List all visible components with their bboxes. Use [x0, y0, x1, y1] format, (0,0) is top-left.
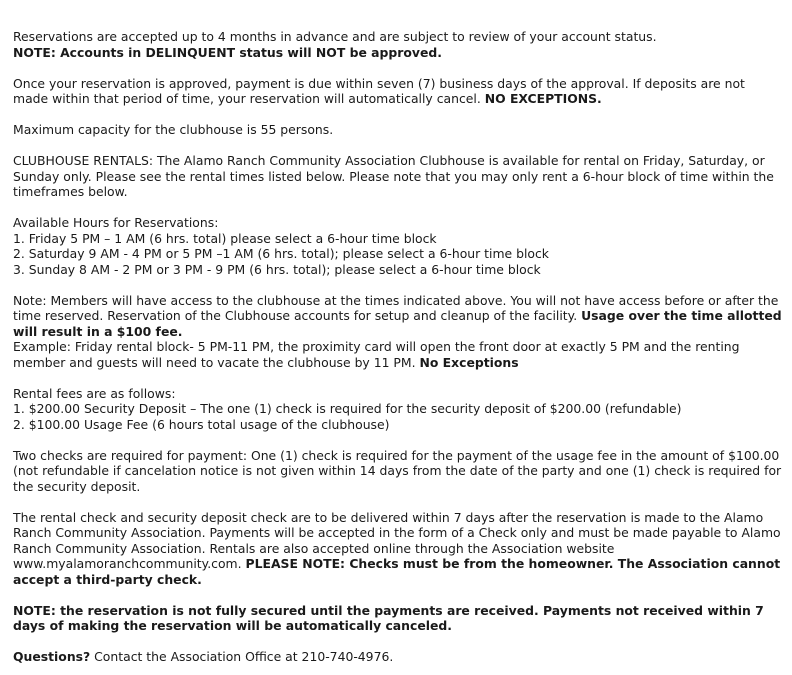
overtime-fee-emphasis: Usage over the time allotted will result in a $100 fee.	[13, 308, 782, 339]
capacity-text: Maximum capacity for the clubhouse is 55 persons.	[13, 122, 334, 137]
payment-due-emphasis: NO EXCEPTIONS.	[484, 91, 602, 106]
delivery-text: The rental check and security deposit check are to be delivered within 7 days after the reservation is made to the Alamo Ranch Community Association. Payments will be accepted in the form of a Check only and must be made payable to Alamo Ranch Community Association. Rentals are also accepted online through the Association website www.myalamoranchcommunity.com.	[13, 509, 781, 571]
checks-required-text: Two checks are required for payment: One (1) check is required for the payment of the usage fee in the amount of $100.00 (not refundable if cancelation notice is not given within 14 days from the date of the party and one (1) check is required for the security deposit.	[13, 447, 782, 494]
fee-item-security-deposit: 1. $200.00 Security Deposit – The one (1) check is required for the security deposit of $200.00 (refundable)	[13, 401, 682, 416]
delinquent-note: NOTE: Accounts in DELINQUENT status will NOT be approved.	[13, 44, 442, 60]
final-note-text: NOTE: the reservation is not fully secured until the payments are received. Payments not received within 7 days of making the reservation will be automatically canceled.	[13, 602, 764, 633]
hours-item-saturday: 2. Saturday 9 AM - 4 PM or 5 PM –1 AM (6 hrs. total); please select a 6-hour time block	[13, 246, 549, 261]
rental-fees-heading: Rental fees are as follows:	[13, 385, 176, 401]
hours-item-sunday: 3. Sunday 8 AM - 2 PM or 3 PM - 9 PM (6 hrs. total); please select a 6-hour time block	[13, 261, 541, 277]
access-note-section	[13, 293, 782, 371]
intro-paragraph	[13, 29, 782, 60]
questions-paragraph	[13, 649, 782, 665]
homeowner-check-emphasis: PLEASE NOTE: Checks must be from the homeowner. The Association cannot accept a third-party check.	[13, 556, 781, 587]
capacity-paragraph	[13, 122, 782, 138]
checks-required-paragraph	[13, 448, 782, 495]
clubhouse-rentals-paragraph	[13, 153, 782, 200]
example-text: Example: Friday rental block- 5 PM-11 PM, the proximity card will open the front door at exactly 5 PM and the renting member and guests will need to vacate the clubhouse by 11 PM.	[13, 339, 740, 370]
questions-contact-text: Contact the Association Office at 210-740-4976.	[94, 649, 394, 664]
payment-due-text: Once your reservation is approved, payment is due within seven (7) business days of the approval. If deposits are not made within that period of time, your reservation will automatically cancel.	[13, 75, 745, 106]
rental-fees-section	[13, 386, 782, 433]
access-note-text: Note: Members will have access to the clubhouse at the times indicated above. You will not have access before or after the time reserved. Reservation of the Clubhouse accounts for setup and cleanup of the facility.	[13, 292, 779, 323]
final-note-paragraph	[13, 603, 782, 634]
delivery-paragraph	[13, 510, 782, 588]
fee-item-usage-fee: 2. $100.00 Usage Fee (6 hours total usage of the clubhouse)	[13, 416, 390, 432]
questions-label: Questions?	[13, 649, 91, 664]
hours-item-friday: 1. Friday 5 PM – 1 AM (6 hrs. total) please select a 6-hour time block	[13, 230, 437, 246]
available-hours-heading: Available Hours for Reservations:	[13, 215, 219, 230]
intro-text: Reservations are accepted up to 4 months in advance and are subject to review of your account status.	[13, 29, 657, 44]
available-hours-section	[13, 215, 782, 277]
example-emphasis: No Exceptions	[419, 354, 519, 370]
example-line	[13, 339, 782, 370]
payment-due-paragraph	[13, 76, 782, 107]
clubhouse-rentals-text: CLUBHOUSE RENTALS: The Alamo Ranch Community Association Clubhouse is available for rental on Friday, Saturday, or Sunday only. Please see the rental times listed below. Please note that you may only rent a 6-hour block of time within the timeframes below.	[13, 153, 774, 199]
